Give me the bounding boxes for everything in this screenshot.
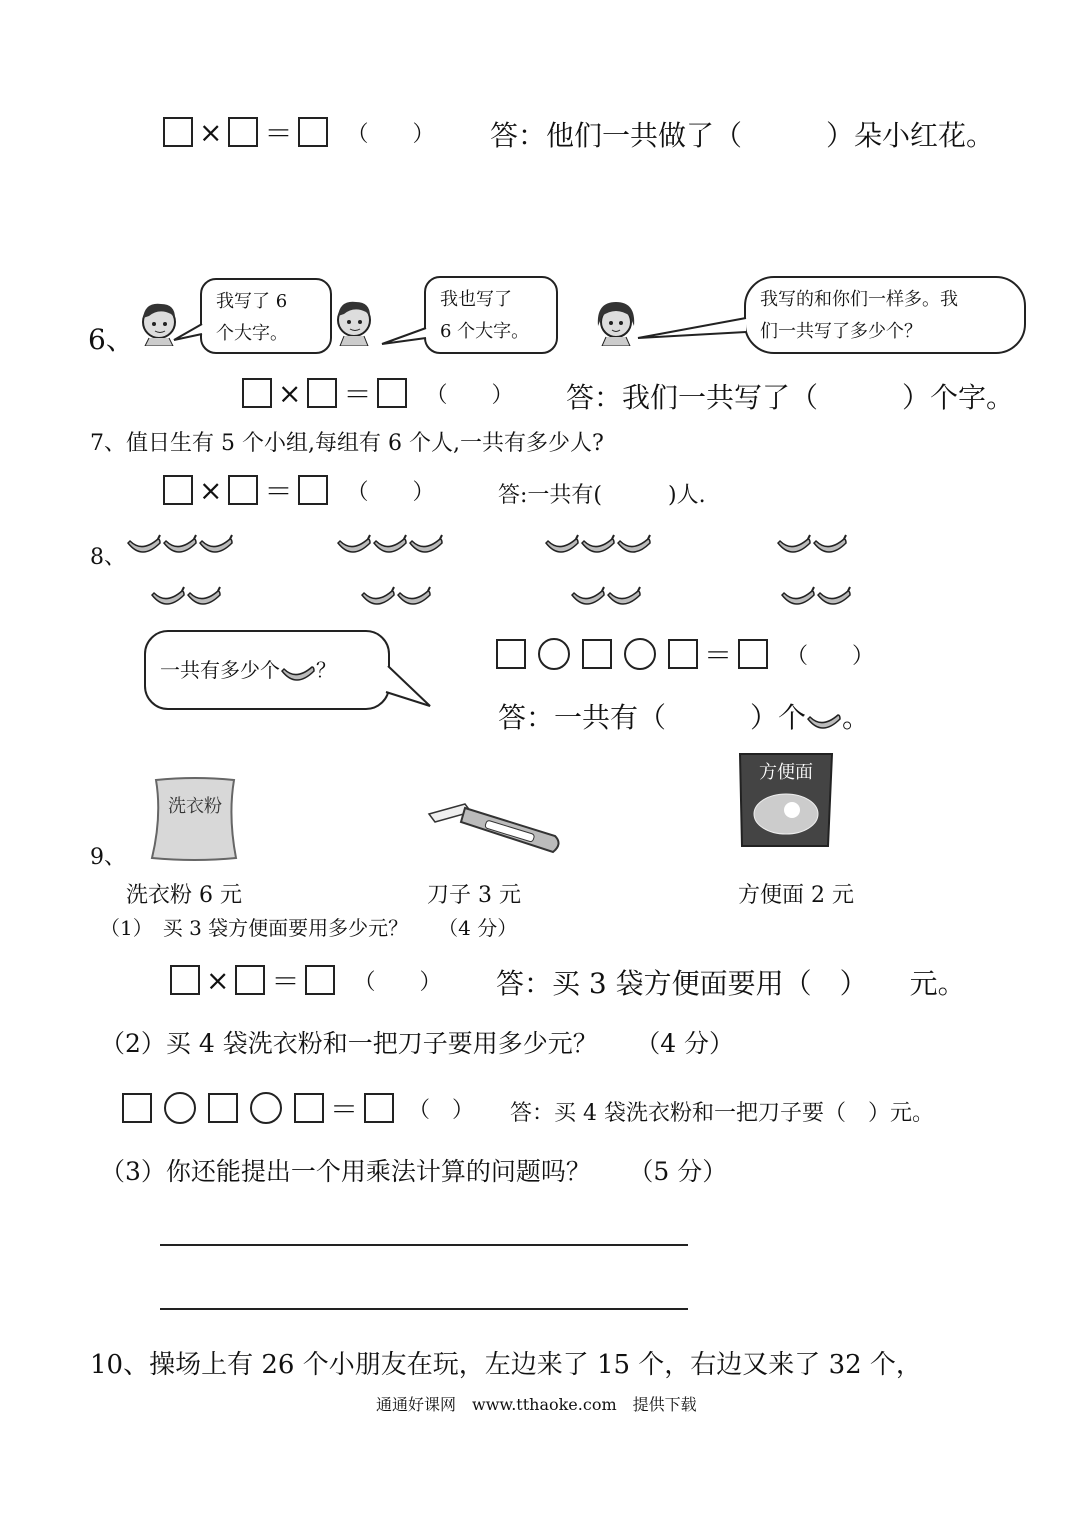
answer-box[interactable] — [228, 117, 258, 147]
multiply-sign: × — [206, 963, 230, 997]
banana-icon — [806, 708, 842, 732]
answer-box[interactable] — [122, 1093, 152, 1123]
answer-box[interactable] — [496, 639, 526, 669]
q5-answer: 答：他们一共做了（ ）朵小红花。 — [490, 119, 995, 152]
q6-equation — [242, 373, 514, 413]
speech-bubble-3: 我写的和你们一样多。我 们一共写了多少个？ — [744, 276, 1026, 354]
multiply-sign: × — [199, 473, 223, 507]
multiply-sign: × — [199, 115, 223, 149]
speech-bubble-1: 我写了 6 个大字。 — [200, 278, 332, 354]
answer-box[interactable] — [242, 378, 272, 408]
q10-question: 10、操场上有 26 个小朋友在玩，左边来了 15 个，右边又来了 32 个， — [90, 1350, 922, 1380]
banana-icon — [280, 661, 316, 683]
price-detergent: 洗衣粉 6 元 — [126, 883, 242, 908]
answer-box[interactable] — [298, 117, 328, 147]
q9-sub2-equation — [122, 1088, 474, 1128]
answer-box[interactable] — [364, 1093, 394, 1123]
equals-sign: ＝ — [264, 475, 293, 508]
unit-paren[interactable]: （ ） — [346, 121, 435, 147]
q9-sub2-answer: 答：买 4 袋洗衣粉和一把刀子要（ ）元。 — [510, 1101, 934, 1126]
unit-paren[interactable]: （ ） — [786, 643, 875, 669]
boy-icon — [330, 294, 380, 346]
answer-box[interactable] — [208, 1093, 238, 1123]
page-footer: 通通好课网 www.tthaoke.com 提供下载 — [376, 1395, 697, 1414]
answer-box[interactable] — [163, 475, 193, 505]
speech-bubble-2: 我也写了 6 个大字。 — [424, 276, 558, 354]
operator-circle[interactable] — [624, 638, 656, 670]
q9-sub1: （1） 买 3 袋方便面要用多少元？ （4 分） — [100, 916, 518, 940]
q6-number: 6、 — [88, 323, 134, 356]
answer-box[interactable] — [228, 475, 258, 505]
answer-box[interactable] — [294, 1093, 324, 1123]
bubble-tail — [636, 312, 748, 342]
q7-answer: 答:一共有( )人. — [498, 483, 706, 508]
price-knife: 刀子 3 元 — [427, 883, 521, 908]
unit-paren[interactable]: （ ） — [346, 479, 435, 505]
answer-line[interactable] — [160, 1308, 688, 1310]
bubble-tail — [382, 662, 434, 710]
q6-answer: 答：我们一共写了（ ）个字。 — [566, 381, 1015, 414]
q5-equation — [163, 112, 435, 152]
multiply-sign: × — [278, 376, 302, 410]
q9-number: 9、 — [90, 845, 126, 870]
answer-line[interactable] — [160, 1244, 688, 1246]
q9-sub2: （2）买 4 袋洗衣粉和一把刀子要用多少元？ （4 分） — [100, 1029, 735, 1058]
operator-circle[interactable] — [164, 1092, 196, 1124]
equals-sign: ＝ — [330, 1093, 359, 1126]
equals-sign: ＝ — [704, 639, 733, 672]
answer-box[interactable] — [170, 965, 200, 995]
q9-sub1-answer: 答：买 3 袋方便面要用（ ） 元。 — [496, 967, 966, 1000]
answer-box[interactable] — [305, 965, 335, 995]
banana-groups — [120, 525, 880, 620]
noodle-label: 方便面 — [759, 762, 813, 783]
q7-question: 7、值日生有 5 个小组,每组有 6 个人,一共有多少人? — [90, 431, 604, 456]
answer-box[interactable] — [377, 378, 407, 408]
q9-sub3: （3）你还能提出一个用乘法计算的问题吗？ （5 分） — [100, 1157, 728, 1186]
answer-box[interactable] — [582, 639, 612, 669]
answer-box[interactable] — [668, 639, 698, 669]
price-noodle: 方便面 2 元 — [738, 883, 854, 908]
unit-paren[interactable]: （ ） — [408, 1097, 475, 1123]
q9-sub1-equation — [170, 960, 442, 1000]
q8-equation — [496, 634, 874, 674]
answer-box[interactable] — [163, 117, 193, 147]
instant-noodle-icon — [736, 752, 836, 848]
bubble-tail — [380, 322, 428, 346]
operator-circle[interactable] — [250, 1092, 282, 1124]
operator-circle[interactable] — [538, 638, 570, 670]
answer-box[interactable] — [298, 475, 328, 505]
q8-speech-bubble: 一共有多少个 ？ — [144, 630, 390, 710]
q8-number: 8、 — [90, 545, 126, 570]
q7-equation — [163, 470, 435, 510]
equals-sign: ＝ — [271, 965, 300, 998]
detergent-bag-icon — [150, 776, 240, 862]
unit-paren[interactable]: （ ） — [353, 969, 442, 995]
equals-sign: ＝ — [343, 378, 372, 411]
girl-icon — [592, 296, 640, 346]
q8-answer: 答：一共有（ ）个 。 — [498, 701, 871, 734]
answer-box[interactable] — [738, 639, 768, 669]
bag-label: 洗衣粉 — [168, 796, 222, 817]
answer-box[interactable] — [235, 965, 265, 995]
knife-icon — [425, 800, 565, 862]
unit-paren[interactable]: （ ） — [425, 382, 514, 408]
bubble-tail — [172, 320, 204, 344]
equals-sign: ＝ — [264, 117, 293, 150]
answer-box[interactable] — [307, 378, 337, 408]
